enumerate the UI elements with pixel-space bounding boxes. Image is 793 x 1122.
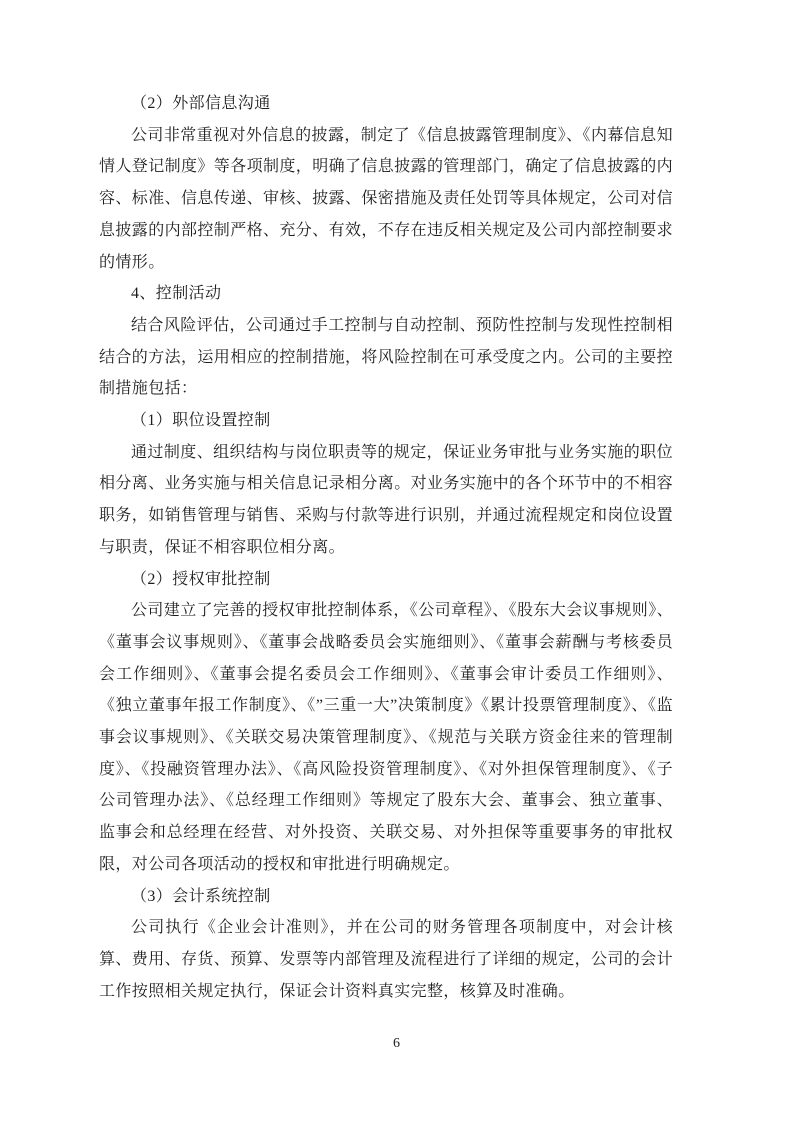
heading-authorization-approval-control: （2）授权审批控制 xyxy=(131,570,271,588)
paragraph-information-disclosure: 公司非常重视对外信息的披露，制定了《信息披露管理制度》、《内幕信息知情人登记制度》等各项制度，明确了信息披露的管理部门，确定了信息披露的内容、标准、信息传递、审核、披露、保密措施及责任处罚等具体规定，公司对信息披露的内部控制严格、充分、有效，不存在违反相关规定及公司内部控制要求的情形。 xyxy=(99,126,674,271)
page-number: 6 xyxy=(393,1036,400,1051)
paragraph-risk-assessment-controls: 结合风险评估，公司通过手工控制与自动控制、预防性控制与发现性控制相结合的方法，运用相应的控制措施，将风险控制在可承受度之内。公司的主要控制措施包括： xyxy=(99,316,674,398)
paragraph-accounting-standards: 公司执行《企业会计准则》，并在公司的财务管理各项制度中，对会计核算、费用、存货、预算、发票等内部管理及流程进行了详细的规定，公司的会计工作按照相关规定执行，保证会计资料真实完整，核算及时准确。 xyxy=(99,919,674,1000)
heading-control-activities: 4、控制活动 xyxy=(131,285,222,303)
paragraph-authorization-system: 公司建立了完善的授权审批控制体系，《公司章程》、《股东大会议事规则》、《董事会议事规则》、《董事会战略委员会实施细则》、《董事会薪酬与考核委员会工作细则》、《董事会提名委员会工作细则》、《董事会审计委员工作细则》、《独立董事年报工作制度》、《”三重一大”决策制度》《累计投票管理制度》、《监事会议事规则》、《关联交易决策管理制度》、《规范与关联方资金往来的管理制度》、《投融资管理办法》、《高风险投资管理制度》、《对外担保管理制度》、《子公司管理办法》、《总经理工作细则》等规定了股东大会、董事会、独立董事、监事会和总经理在经营、对外投资、关联交易、对外担保等重要事务的审批权限，对公司各项活动的授权和审批进行明确规定。 xyxy=(99,602,674,873)
heading-accounting-system-control: （3）会计系统控制 xyxy=(131,887,271,905)
document-body xyxy=(99,88,673,1007)
heading-external-info-communication: （2）外部信息沟通 xyxy=(131,95,271,112)
heading-position-setting-control: （1）职位设置控制 xyxy=(131,412,271,430)
paragraph-segregation-of-duties: 通过制度、组织结构与岗位职责等的规定，保证业务审批与业务实施的职位相分离、业务实施与相关信息记录相分离。对业务实施中的各个环节中的不相容职务，如销售管理与销售、采购与付款等进行识别，并通过流程规定和岗位设置与职责，保证不相容职位相分离。 xyxy=(99,443,674,556)
